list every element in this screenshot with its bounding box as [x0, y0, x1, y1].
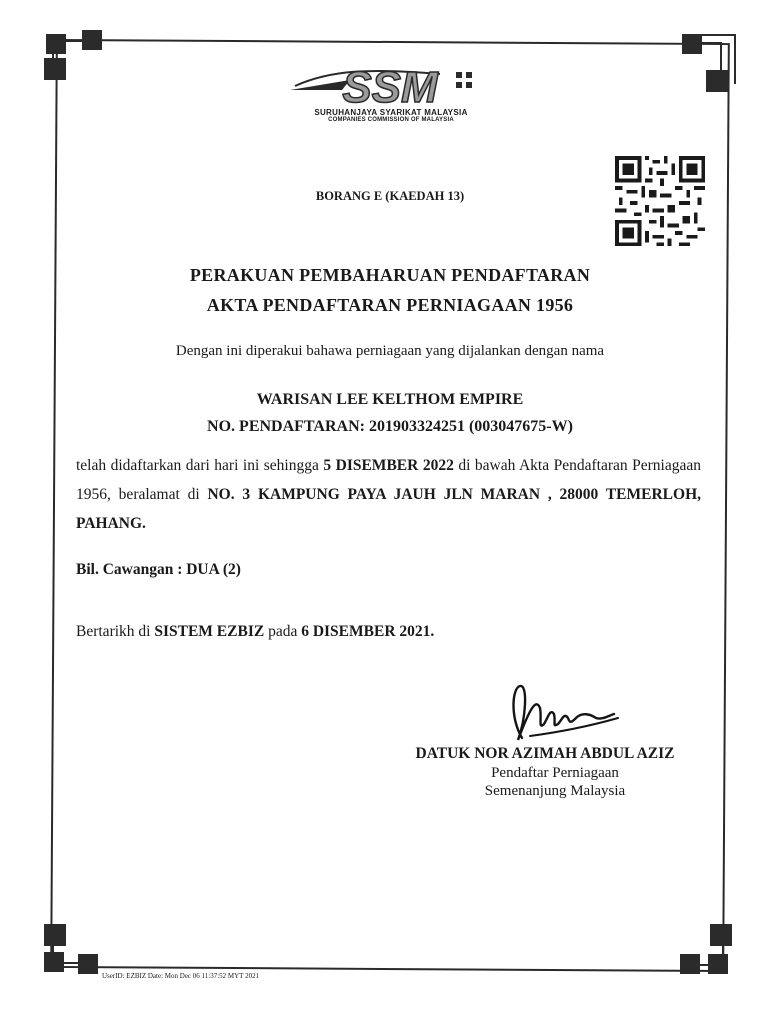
signatory-name: DATUK NOR AZIMAH ABDUL AZIZ	[415, 745, 675, 762]
form-number: BORANG E (KAEDAH 13)	[315, 189, 465, 203]
corner-ornament-bottom-right	[674, 918, 734, 978]
signatory-region: Semenanjung Malaysia	[484, 783, 626, 799]
body-text-part1: telah didaftarkan dari hari ini sehingga	[76, 457, 324, 474]
logo-text: SSM	[342, 63, 438, 110]
business-name: WARISAN LEE KELTHOM EMPIRE	[256, 391, 524, 408]
intro-text: Dengan ini diperakui bahawa perniagaan yang dijalankan dengan nama	[175, 343, 605, 359]
footer-user-info: UserID: EZBIZ Date: Mon Dec 06 11:37:52 MYT 2021	[102, 972, 260, 980]
certificate-act-title: AKTA PENDAFTARAN PERNIAGAAN 1956	[206, 295, 574, 315]
signatory-title: Pendaftar Perniagaan	[491, 765, 619, 781]
issue-date: 6 DISEMBER 2021.	[301, 623, 435, 640]
dated-prefix: Bertarikh di	[76, 623, 155, 640]
company-name: SURUHANJAYA SYARIKAT MALAYSIA	[314, 108, 468, 117]
branch-count: Bil. Cawangan : DUA (2)	[76, 561, 241, 578]
company-name-english: COMPANIES COMMISSION OF MALAYSIA	[328, 117, 454, 123]
issue-date-line	[76, 623, 696, 641]
corner-ornament-bottom-left	[38, 918, 98, 978]
qr-code-icon	[612, 156, 708, 246]
issuing-system: SISTEM EZBIZ	[154, 623, 265, 640]
expiry-date: 5 DISEMBER 2022	[323, 457, 454, 474]
corner-ornament-top-left	[38, 26, 98, 86]
business-address: NO. 3 KAMPUNG PAYA JAUH JLN MARAN , 28000 TEMERLOH, PAHANG.	[76, 486, 701, 532]
certificate-title: PERAKUAN PEMBAHARUAN PENDAFTARAN	[189, 265, 591, 285]
body-text-part2: di bawah Akta Pendaftaran Perniagaan 1956, beralamat di	[76, 457, 701, 503]
dated-middle: pada	[264, 623, 302, 640]
registration-number: NO. PENDAFTARAN: 201903324251 (003047675-W)	[207, 418, 573, 435]
corner-ornament-top-right	[674, 30, 734, 90]
registration-body-text	[76, 451, 701, 538]
